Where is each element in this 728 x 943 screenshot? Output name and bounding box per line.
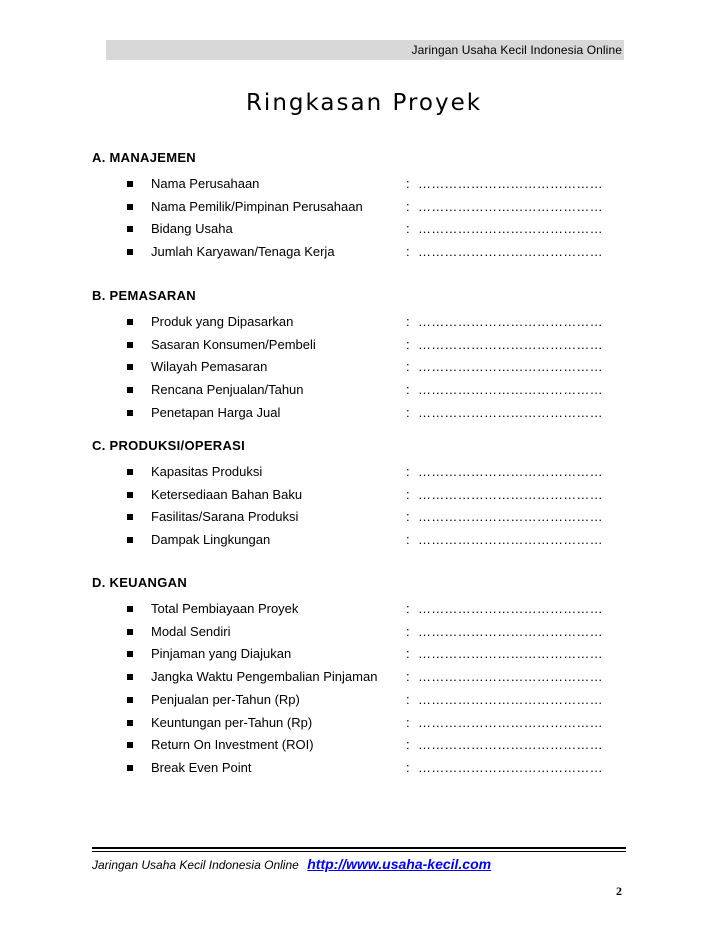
- field-separator: :: [406, 669, 410, 685]
- field-separator: :: [406, 646, 410, 662]
- bullet-icon: [127, 181, 133, 187]
- form-row: [0, 382, 728, 402]
- field-separator: :: [406, 532, 410, 548]
- field-separator: :: [406, 737, 410, 753]
- field-label: Nama Perusahaan: [151, 176, 260, 191]
- field-blank[interactable]: ……………………………………: [418, 486, 603, 502]
- field-blank[interactable]: ……………………………………: [418, 646, 603, 662]
- bullet-icon: [127, 651, 133, 657]
- field-label: Produk yang Dipasarkan: [151, 314, 294, 329]
- field-label: Total Pembiayaan Proyek: [151, 601, 299, 616]
- form-row: [0, 692, 728, 712]
- field-label: Kapasitas Produksi: [151, 464, 263, 479]
- field-blank[interactable]: ……………………………………: [418, 382, 603, 398]
- field-separator: :: [406, 404, 410, 420]
- form-row: [0, 509, 728, 529]
- bullet-icon: [127, 697, 133, 703]
- form-row: [0, 646, 728, 666]
- field-label: Nama Pemilik/Pimpinan Perusahaan: [151, 198, 363, 214]
- field-separator: :: [406, 221, 410, 237]
- field-blank[interactable]: ……………………………………: [418, 509, 603, 525]
- bullet-icon: [127, 606, 133, 612]
- field-blank[interactable]: ……………………………………: [418, 532, 603, 548]
- field-blank[interactable]: ……………………………………: [418, 714, 603, 730]
- field-label: Ketersediaan Bahan Baku: [151, 486, 303, 502]
- form-row: [0, 487, 728, 507]
- section-title: A. MANAJEMEN: [92, 150, 196, 165]
- field-separator: :: [406, 382, 410, 398]
- field-label: Modal Sendiri: [151, 623, 231, 639]
- header-text: Jaringan Usaha Kecil Indonesia Online: [411, 43, 622, 57]
- field-separator: :: [406, 244, 410, 260]
- field-separator: :: [406, 691, 410, 707]
- form-row: [0, 359, 728, 379]
- form-row: [0, 221, 728, 241]
- field-blank[interactable]: ……………………………………: [418, 759, 603, 775]
- form-row: [0, 669, 728, 689]
- bullet-icon: [127, 204, 133, 210]
- bullet-icon: [127, 469, 133, 475]
- field-label: Break Even Point: [151, 759, 252, 775]
- bullet-icon: [127, 319, 133, 325]
- field-label: Jangka Waktu Pengembalian Pinjaman: [151, 669, 378, 685]
- field-separator: :: [406, 486, 410, 502]
- bullet-icon: [127, 765, 133, 771]
- field-blank[interactable]: ……………………………………: [418, 198, 603, 214]
- section-title: D. KEUANGAN: [92, 575, 188, 590]
- field-separator: :: [406, 359, 410, 375]
- bullet-icon: [127, 387, 133, 393]
- field-blank[interactable]: ……………………………………: [418, 404, 603, 420]
- page-title: Ringkasan Proyek: [245, 90, 483, 116]
- field-label: Penjualan per-Tahun (Rp): [151, 691, 300, 707]
- field-separator: :: [406, 601, 410, 616]
- footer-divider: [92, 847, 626, 849]
- form-row: [0, 715, 728, 735]
- field-blank[interactable]: ……………………………………: [418, 601, 603, 616]
- form-row: [0, 532, 728, 552]
- field-blank[interactable]: ……………………………………: [418, 464, 603, 479]
- bullet-icon: [127, 537, 133, 543]
- field-separator: :: [406, 759, 410, 775]
- form-row: [0, 737, 728, 757]
- field-separator: :: [406, 336, 410, 352]
- field-label: Jumlah Karyawan/Tenaga Kerja: [151, 244, 335, 260]
- form-row: [0, 176, 728, 196]
- field-separator: :: [406, 509, 410, 525]
- field-separator: :: [406, 176, 410, 191]
- bullet-icon: [127, 342, 133, 348]
- field-blank[interactable]: ……………………………………: [418, 359, 603, 375]
- section-title: B. PEMASARAN: [92, 288, 196, 303]
- field-label: Fasilitas/Sarana Produksi: [151, 509, 299, 525]
- footer-url-link[interactable]: http://www.usaha-kecil.com: [307, 856, 492, 872]
- bullet-icon: [127, 629, 133, 635]
- field-label: Keuntungan per-Tahun (Rp): [151, 714, 313, 730]
- field-blank[interactable]: ……………………………………: [418, 737, 603, 753]
- footer-divider-thin: [92, 851, 626, 852]
- footer: [92, 856, 491, 874]
- form-row: [0, 601, 728, 621]
- field-label: Bidang Usaha: [151, 221, 233, 237]
- field-blank[interactable]: ……………………………………: [418, 623, 603, 639]
- form-row: [0, 464, 728, 484]
- bullet-icon: [127, 249, 133, 255]
- bullet-icon: [127, 492, 133, 498]
- field-label: Pinjaman yang Diajukan: [151, 646, 292, 662]
- field-label: Return On Investment (ROI): [151, 737, 314, 753]
- bullet-icon: [127, 226, 133, 232]
- field-blank[interactable]: ……………………………………: [418, 221, 603, 237]
- form-row: [0, 337, 728, 357]
- field-separator: :: [406, 714, 410, 730]
- bullet-icon: [127, 720, 133, 726]
- field-blank[interactable]: ……………………………………: [418, 314, 603, 329]
- field-blank[interactable]: ……………………………………: [418, 176, 603, 191]
- field-separator: :: [406, 198, 410, 214]
- form-row: [0, 624, 728, 644]
- field-separator: :: [406, 314, 410, 329]
- field-blank[interactable]: ……………………………………: [418, 669, 603, 685]
- footer-name: Jaringan Usaha Kecil Indonesia Online: [92, 858, 299, 872]
- form-row: [0, 199, 728, 219]
- bullet-icon: [127, 674, 133, 680]
- field-label: Penetapan Harga Jual: [151, 404, 281, 420]
- form-row: [0, 405, 728, 425]
- field-blank[interactable]: ……………………………………: [418, 336, 603, 352]
- form-row: [0, 760, 728, 780]
- page-number: 2: [616, 884, 622, 898]
- form-row: [0, 244, 728, 264]
- field-separator: :: [406, 464, 410, 479]
- field-label: Sasaran Konsumen/Pembeli: [151, 336, 316, 352]
- section-title: C. PRODUKSI/OPERASI: [92, 438, 246, 453]
- form-row: [0, 314, 728, 334]
- field-label: Wilayah Pemasaran: [151, 359, 268, 375]
- field-label: Dampak Lingkungan: [151, 532, 271, 548]
- bullet-icon: [127, 742, 133, 748]
- bullet-icon: [127, 514, 133, 520]
- field-separator: :: [406, 623, 410, 639]
- bullet-icon: [127, 364, 133, 370]
- field-blank[interactable]: ……………………………………: [418, 244, 603, 260]
- field-blank[interactable]: ……………………………………: [418, 691, 603, 707]
- bullet-icon: [127, 410, 133, 416]
- field-label: Rencana Penjualan/Tahun: [151, 382, 304, 398]
